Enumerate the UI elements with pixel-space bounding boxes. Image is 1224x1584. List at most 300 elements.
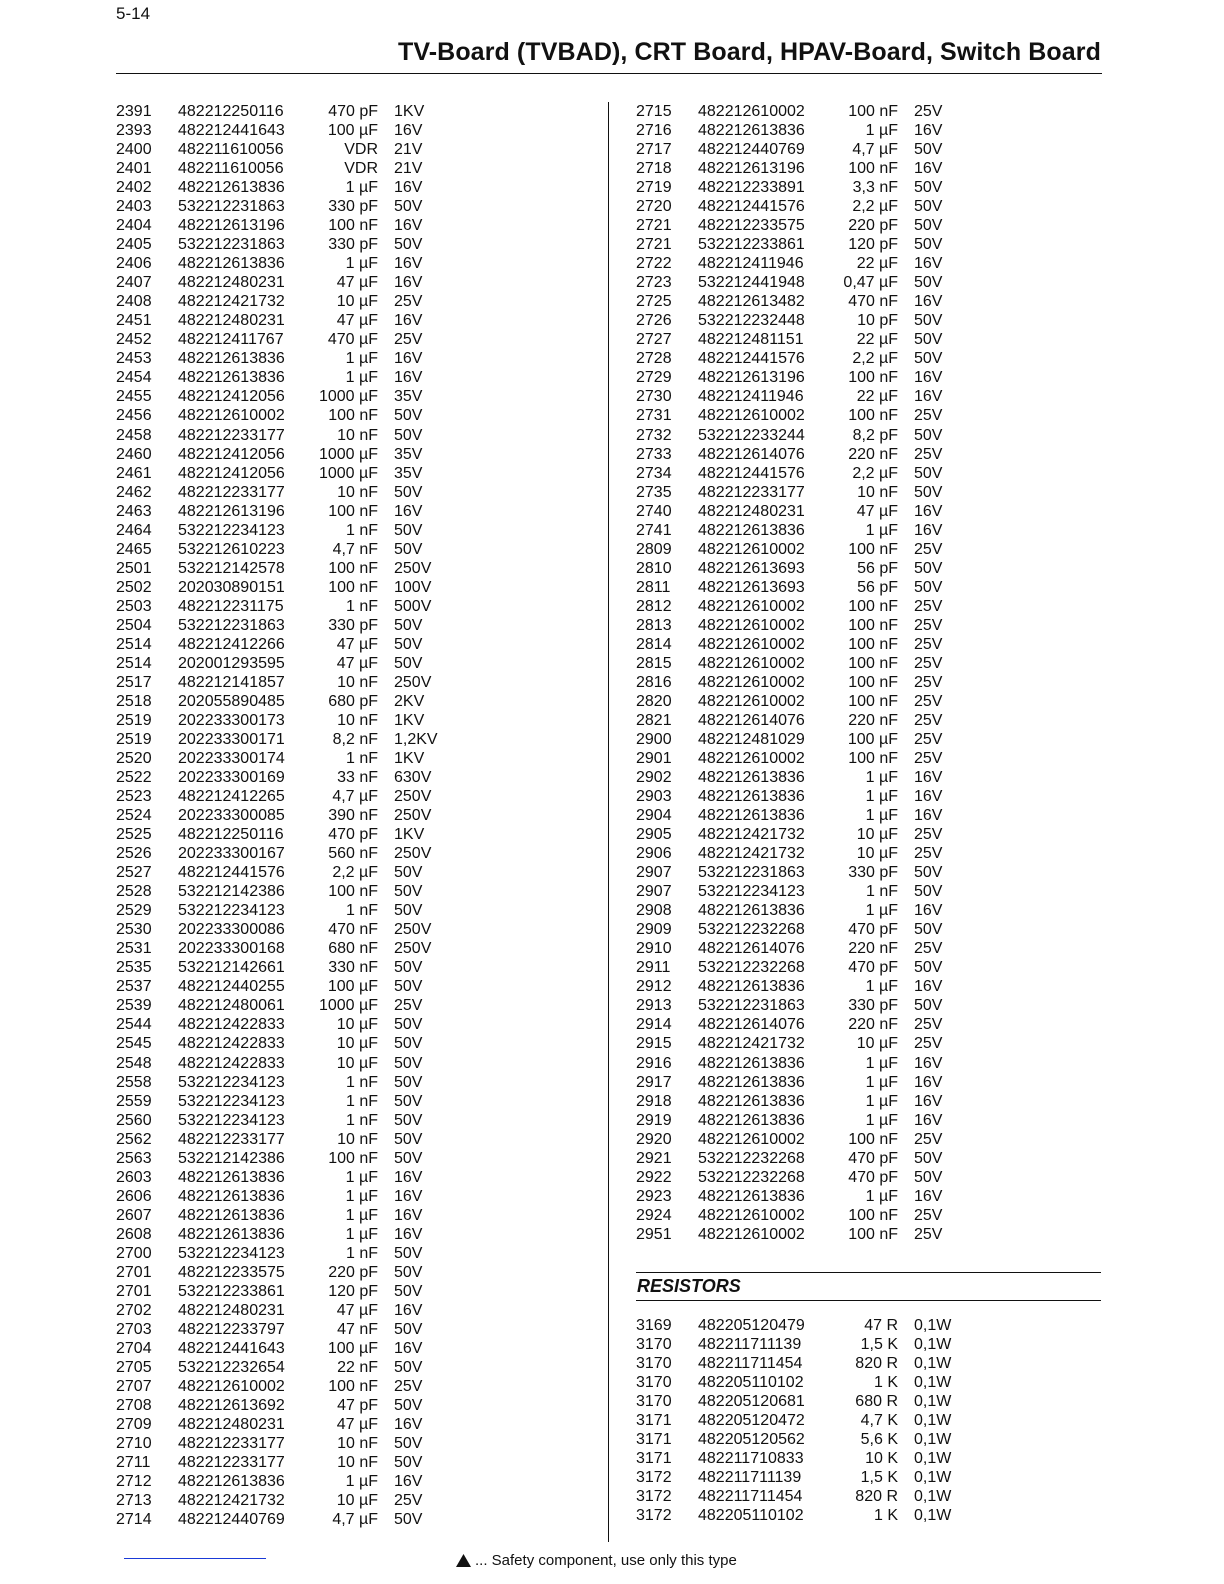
rating-cell: 50V: [394, 1263, 423, 1281]
part-code-cell: 532212232268: [698, 921, 805, 939]
part-code-cell: 482212233177: [178, 483, 285, 501]
part-code-cell: 532212610223: [178, 540, 285, 558]
position-cell: 2522: [116, 769, 152, 787]
position-cell: 2525: [116, 826, 152, 844]
part-code-cell: 482212610002: [698, 1225, 805, 1243]
value-cell: 10 µF: [856, 826, 898, 844]
rating-cell: 16V: [914, 369, 943, 387]
position-cell: 2701: [116, 1263, 152, 1281]
value-cell: 820 R: [855, 1355, 898, 1373]
rating-cell: 50V: [394, 540, 423, 558]
value-cell: 1 µF: [865, 978, 898, 996]
value-cell: 100 µF: [327, 122, 378, 140]
position-cell: 3172: [636, 1507, 672, 1525]
value-cell: 470 nF: [328, 921, 378, 939]
part-code-cell: 532212232268: [698, 1168, 805, 1186]
value-cell: 470 pF: [848, 921, 898, 939]
rating-cell: 50V: [914, 959, 943, 977]
rating-cell: 100V: [394, 578, 432, 596]
value-cell: 10 nF: [857, 483, 898, 501]
value-cell: 100 nF: [328, 559, 378, 577]
value-cell: 100 nF: [848, 407, 898, 425]
position-cell: 2518: [116, 692, 152, 710]
position-cell: 2716: [636, 122, 672, 140]
part-code-cell: 532212234123: [178, 1244, 285, 1262]
value-cell: 1 nF: [345, 597, 378, 615]
rating-cell: 35V: [394, 464, 423, 482]
value-cell: 1 µF: [345, 1206, 378, 1224]
position-cell: 2741: [636, 521, 672, 539]
part-code-cell: 482212411946: [698, 255, 804, 273]
position-cell: 2700: [116, 1244, 152, 1262]
rating-cell: 50V: [914, 864, 943, 882]
value-cell: 10 µF: [336, 1054, 378, 1072]
position-cell: 2703: [116, 1320, 152, 1338]
rating-cell: 0,1W: [914, 1317, 952, 1334]
part-code-cell: 532212142661: [178, 959, 285, 977]
value-cell: 100 nF: [848, 369, 898, 387]
value-cell: 100 µF: [327, 1339, 378, 1357]
part-code-cell: 482212411767: [178, 331, 284, 349]
rating-cell: 25V: [394, 293, 423, 311]
part-code-cell: 482212613693: [698, 578, 805, 596]
value-cell: 1 nF: [345, 1092, 378, 1110]
position-cell: 3170: [636, 1393, 672, 1411]
position-cell: 2901: [636, 750, 672, 768]
position-cell: 2461: [116, 464, 152, 482]
rating-cell: 1KV: [394, 711, 425, 729]
value-cell: 220 nF: [848, 711, 898, 729]
value-cell: 10 nF: [337, 673, 378, 691]
position-cell: 2560: [116, 1111, 152, 1129]
part-code-cell: 482212233575: [698, 217, 805, 235]
position-cell: 2502: [116, 578, 152, 596]
position-cell: 2401: [116, 160, 152, 178]
part-code-cell: 482212441576: [178, 864, 285, 882]
part-code-cell: 482211711454: [698, 1488, 803, 1506]
rating-cell: 16V: [394, 1301, 423, 1319]
position-cell: 2900: [636, 730, 672, 748]
position-cell: 2912: [636, 978, 672, 996]
rating-cell: 50V: [394, 1035, 423, 1053]
part-code-cell: 482212233891: [698, 179, 805, 197]
part-code-cell: 482205120479: [698, 1317, 805, 1334]
position-cell: 2514: [116, 635, 152, 653]
position-cell: 2524: [116, 807, 152, 825]
rating-cell: 250V: [394, 673, 432, 691]
value-cell: 10 µF: [336, 1492, 378, 1510]
value-cell: 1000 µF: [318, 445, 378, 463]
position-cell: 2813: [636, 616, 672, 634]
part-code-cell: 532212142578: [178, 559, 285, 577]
rating-cell: 16V: [914, 255, 943, 273]
rating-cell: 50V: [394, 1111, 423, 1129]
rating-cell: 50V: [394, 1397, 423, 1415]
position-cell: 2721: [636, 236, 672, 254]
rating-cell: 0,1W: [914, 1374, 952, 1392]
rating-cell: 50V: [394, 198, 423, 216]
part-code-cell: 482212613836: [698, 1111, 805, 1129]
value-cell: 1 nF: [865, 883, 898, 901]
part-code-cell: 532212234123: [698, 883, 805, 901]
position-cell: 2921: [636, 1149, 672, 1167]
position-cell: 2562: [116, 1130, 152, 1148]
rating-cell: 25V: [914, 711, 943, 729]
rating-cell: 25V: [394, 331, 423, 349]
value-cell: 10 nF: [337, 426, 378, 444]
part-code-cell: 482211711139: [698, 1336, 802, 1354]
rating-cell: 50V: [914, 1168, 943, 1186]
page-title: TV-Board (TVBAD), CRT Board, HPAV-Board, Switch Board: [397, 38, 1101, 66]
rating-cell: 250V: [394, 940, 432, 958]
value-cell: 8,2 pF: [852, 426, 898, 444]
rating-cell: 50V: [914, 350, 943, 368]
position-cell: 2723: [636, 274, 672, 292]
part-code-cell: 482212480061: [178, 997, 285, 1015]
part-code-cell: 532212232654: [178, 1358, 285, 1376]
position-cell: 2715: [636, 103, 672, 120]
value-cell: 10 µF: [856, 845, 898, 863]
position-cell: 2559: [116, 1092, 152, 1110]
part-code-cell: 482212613836: [178, 179, 285, 197]
value-cell: 56 pF: [857, 559, 898, 577]
rating-cell: 50V: [394, 521, 423, 539]
value-cell: 4,7 nF: [332, 540, 378, 558]
value-cell: 1 µF: [345, 255, 378, 273]
rating-cell: 25V: [914, 1206, 943, 1224]
rating-cell: 16V: [394, 312, 423, 330]
part-code-cell: 532212142386: [178, 1149, 285, 1167]
value-cell: 1 µF: [865, 1054, 898, 1072]
value-cell: 100 nF: [848, 540, 898, 558]
part-code-cell: 482212412056: [178, 388, 285, 406]
position-cell: 2731: [636, 407, 672, 425]
rating-cell: 25V: [914, 407, 943, 425]
part-code-cell: 482212440769: [178, 1511, 285, 1529]
rating-cell: 25V: [914, 673, 943, 691]
position-cell: 2904: [636, 807, 672, 825]
rating-cell: 16V: [394, 1187, 423, 1205]
part-code-cell: 482212480231: [698, 502, 805, 520]
position-cell: 2726: [636, 312, 672, 330]
rating-cell: 50V: [914, 883, 943, 901]
position-cell: 2452: [116, 331, 152, 349]
position-cell: 2917: [636, 1073, 672, 1091]
value-cell: 1 µF: [345, 1225, 378, 1243]
part-code-cell: 482211711139: [698, 1469, 802, 1487]
value-cell: 2,2 µF: [852, 198, 898, 216]
position-cell: 2721: [636, 217, 672, 235]
value-cell: 47 µF: [856, 502, 898, 520]
rating-cell: 50V: [394, 1092, 423, 1110]
value-cell: 1 µF: [345, 179, 378, 197]
part-code-cell: 482212422833: [178, 1054, 285, 1072]
rating-cell: 25V: [914, 540, 943, 558]
rating-cell: 1KV: [394, 750, 425, 768]
position-cell: 3171: [636, 1450, 672, 1468]
part-code-cell: 532212231863: [698, 864, 805, 882]
value-cell: 1 nF: [345, 1073, 378, 1091]
value-cell: 22 nF: [337, 1358, 378, 1376]
position-cell: 2729: [636, 369, 672, 387]
position-cell: 3170: [636, 1336, 672, 1354]
value-cell: 100 nF: [328, 1378, 378, 1395]
value-cell: 330 nF: [328, 959, 378, 977]
position-cell: 3170: [636, 1355, 672, 1373]
part-code-cell: 482212441576: [698, 198, 805, 216]
position-cell: 2406: [116, 255, 152, 273]
part-code-cell: 482212613836: [698, 1187, 805, 1205]
value-cell: 100 nF: [848, 616, 898, 634]
footnote: [456, 1552, 737, 1569]
rating-cell: 16V: [394, 255, 423, 273]
position-cell: 2405: [116, 236, 152, 254]
footnote-rule: [124, 1558, 266, 1559]
part-code-cell: 482212613836: [178, 1206, 285, 1224]
position-cell: 2528: [116, 883, 152, 901]
position-cell: 2918: [636, 1092, 672, 1110]
section-rule-top: [636, 1272, 1101, 1273]
position-cell: 2903: [636, 788, 672, 806]
rating-cell: 1KV: [394, 103, 425, 120]
part-code-cell: 482212613836: [178, 350, 285, 368]
rating-cell: 16V: [914, 1054, 943, 1072]
rating-cell: 50V: [914, 921, 943, 939]
position-cell: 2526: [116, 845, 152, 863]
position-cell: 2708: [116, 1397, 152, 1415]
rating-cell: 16V: [914, 160, 943, 178]
rating-cell: 50V: [394, 616, 423, 634]
value-cell: 10 nF: [337, 1454, 378, 1472]
value-cell: 220 pF: [848, 217, 898, 235]
rating-cell: 50V: [394, 1244, 423, 1262]
part-code-cell: 482205120562: [698, 1431, 805, 1449]
part-code-cell: 482212613836: [698, 769, 805, 787]
position-cell: 2725: [636, 293, 672, 311]
position-cell: 2728: [636, 350, 672, 368]
part-code-cell: 482212613836: [178, 369, 285, 387]
value-cell: 1 K: [873, 1374, 898, 1392]
rating-cell: 50V: [394, 1130, 423, 1148]
part-code-cell: 482212610002: [698, 597, 805, 615]
rating-cell: 25V: [394, 997, 423, 1015]
position-cell: 2454: [116, 369, 152, 387]
part-code-cell: 482212610002: [698, 540, 805, 558]
value-cell: 10 K: [865, 1450, 898, 1468]
rating-cell: 50V: [914, 198, 943, 216]
rating-cell: 250V: [394, 845, 432, 863]
rating-cell: 25V: [914, 635, 943, 653]
position-cell: 2456: [116, 407, 152, 425]
position-cell: 2408: [116, 293, 152, 311]
rating-cell: 50V: [914, 217, 943, 235]
part-code-cell: 482212613482: [698, 293, 805, 311]
part-code-cell: 482212613836: [178, 1168, 285, 1186]
rating-cell: 50V: [914, 426, 943, 444]
part-code-cell: 482212440255: [178, 978, 285, 996]
part-code-cell: 532212231863: [178, 198, 285, 216]
value-cell: 56 pF: [857, 578, 898, 596]
position-cell: 2517: [116, 673, 152, 691]
value-cell: 2,2 µF: [332, 864, 378, 882]
value-cell: 22 µF: [856, 331, 898, 349]
part-code-cell: 482212613836: [698, 521, 805, 539]
position-cell: 2815: [636, 654, 672, 672]
rating-cell: 50V: [394, 1511, 423, 1529]
value-cell: VDR: [344, 141, 378, 159]
rating-cell: 50V: [394, 1073, 423, 1091]
value-cell: 1 nF: [345, 1244, 378, 1262]
part-code-cell: 482212613836: [178, 1225, 285, 1243]
value-cell: 100 nF: [848, 597, 898, 615]
part-code-cell: 482212412265: [178, 788, 285, 806]
part-code-cell: 482212613836: [178, 255, 285, 273]
position-cell: 2811: [636, 578, 671, 596]
part-code-cell: 532212233861: [698, 236, 805, 254]
part-code-cell: 482212613836: [178, 1187, 285, 1205]
rating-cell: 50V: [394, 1054, 423, 1072]
value-cell: 330 pF: [328, 616, 378, 634]
part-code-cell: 532212233244: [698, 426, 805, 444]
rating-cell: 25V: [914, 654, 943, 672]
rating-cell: 0,1W: [914, 1469, 952, 1487]
position-cell: 2563: [116, 1149, 152, 1167]
rating-cell: 16V: [914, 788, 943, 806]
column-divider: [608, 102, 609, 1542]
value-cell: 22 µF: [856, 388, 898, 406]
value-cell: 47 µF: [336, 654, 378, 672]
value-cell: 1 µF: [865, 788, 898, 806]
value-cell: 470 pF: [848, 959, 898, 977]
value-cell: 47 µF: [336, 312, 378, 330]
part-code-cell: 532212232268: [698, 1149, 805, 1167]
value-cell: 1 µF: [865, 1187, 898, 1205]
rating-cell: 50V: [394, 864, 423, 882]
part-code-cell: 202055890485: [178, 692, 285, 710]
rating-cell: 16V: [394, 350, 423, 368]
value-cell: 10 µF: [336, 1035, 378, 1053]
rating-cell: 16V: [914, 807, 943, 825]
value-cell: 8,2 nF: [332, 730, 378, 748]
value-cell: 10 nF: [337, 1435, 378, 1453]
part-code-cell: 482212613836: [178, 1473, 285, 1491]
part-code-cell: 482212440769: [698, 141, 805, 159]
part-code-cell: 532212232448: [698, 312, 805, 330]
rating-cell: 35V: [394, 388, 423, 406]
position-cell: 3172: [636, 1469, 672, 1487]
part-code-cell: 482212610002: [698, 407, 805, 425]
part-code-cell: 532212232268: [698, 959, 805, 977]
value-cell: 1 µF: [865, 807, 898, 825]
value-cell: 47 µF: [336, 1301, 378, 1319]
rating-cell: 50V: [394, 1358, 423, 1376]
part-code-cell: 482212614076: [698, 940, 805, 958]
rating-cell: 0,1W: [914, 1412, 952, 1430]
position-cell: 2910: [636, 940, 672, 958]
part-code-cell: 482212480231: [178, 274, 285, 292]
position-cell: 2504: [116, 616, 152, 634]
position-cell: 2460: [116, 445, 152, 463]
rating-cell: 35V: [394, 445, 423, 463]
value-cell: 470 pF: [848, 1149, 898, 1167]
part-code-cell: 202233300086: [178, 921, 285, 939]
rating-cell: 50V: [394, 236, 423, 254]
rating-cell: 630V: [394, 769, 432, 787]
value-cell: 2,2 µF: [852, 350, 898, 368]
part-code-cell: 482211610056: [178, 160, 284, 178]
value-cell: 1 µF: [865, 1073, 898, 1091]
value-cell: 1000 µF: [318, 997, 378, 1015]
rating-cell: 50V: [914, 141, 943, 159]
part-code-cell: 482212480231: [178, 312, 285, 330]
position-cell: 2523: [116, 788, 152, 806]
position-cell: 2814: [636, 635, 672, 653]
rating-cell: 50V: [394, 1454, 423, 1472]
rating-cell: 16V: [914, 1111, 943, 1129]
part-code-cell: 482205120681: [698, 1393, 805, 1411]
part-code-cell: 482212613836: [698, 1092, 805, 1110]
part-code-cell: 202233300167: [178, 845, 285, 863]
part-code-cell: 482212610002: [698, 673, 805, 691]
rating-cell: 16V: [394, 122, 423, 140]
value-cell: 3,3 nF: [852, 179, 898, 197]
value-cell: 1 µF: [865, 902, 898, 920]
position-cell: 2923: [636, 1187, 672, 1205]
rating-cell: 25V: [914, 750, 943, 768]
part-code-cell: 482212422833: [178, 1016, 285, 1034]
part-code-cell: 532212234123: [178, 1092, 285, 1110]
part-code-cell: 482212412056: [178, 445, 285, 463]
position-cell: 2465: [116, 540, 152, 558]
rating-cell: 50V: [394, 1282, 423, 1300]
part-code-cell: 482212141857: [178, 673, 285, 691]
value-cell: 100 nF: [328, 407, 378, 425]
value-cell: 47 µF: [336, 635, 378, 653]
rating-cell: 50V: [914, 179, 943, 197]
value-cell: 470 nF: [848, 293, 898, 311]
part-code-cell: 482212610002: [698, 1206, 805, 1224]
value-cell: 100 nF: [848, 692, 898, 710]
rating-cell: 25V: [914, 1225, 943, 1243]
rating-cell: 25V: [914, 445, 943, 463]
value-cell: 100 nF: [328, 578, 378, 596]
part-code-cell: 532212234123: [178, 902, 285, 920]
part-code-cell: 482212610002: [178, 1378, 285, 1395]
rating-cell: 25V: [914, 597, 943, 615]
position-cell: 2908: [636, 902, 672, 920]
value-cell: 1 µF: [345, 1473, 378, 1491]
rating-cell: 500V: [394, 597, 432, 615]
part-code-cell: 532212233861: [178, 1282, 285, 1300]
part-code-cell: 482212441576: [698, 350, 805, 368]
part-code-cell: 482212441643: [178, 1339, 285, 1357]
position-cell: 2732: [636, 426, 672, 444]
part-code-cell: 532212234123: [178, 1111, 285, 1129]
part-code-cell: 202233300169: [178, 769, 285, 787]
position-cell: 2393: [116, 122, 152, 140]
rating-cell: 16V: [914, 1187, 943, 1205]
value-cell: 330 pF: [328, 236, 378, 254]
value-cell: 4,7 µF: [332, 1511, 378, 1529]
position-cell: 2816: [636, 673, 672, 691]
value-cell: 10 µF: [336, 293, 378, 311]
part-code-cell: 482212613196: [698, 369, 805, 387]
rating-cell: 16V: [914, 769, 943, 787]
position-cell: 2407: [116, 274, 152, 292]
position-cell: 2735: [636, 483, 672, 501]
rating-cell: 1KV: [394, 826, 425, 844]
rating-cell: 0,1W: [914, 1450, 952, 1468]
